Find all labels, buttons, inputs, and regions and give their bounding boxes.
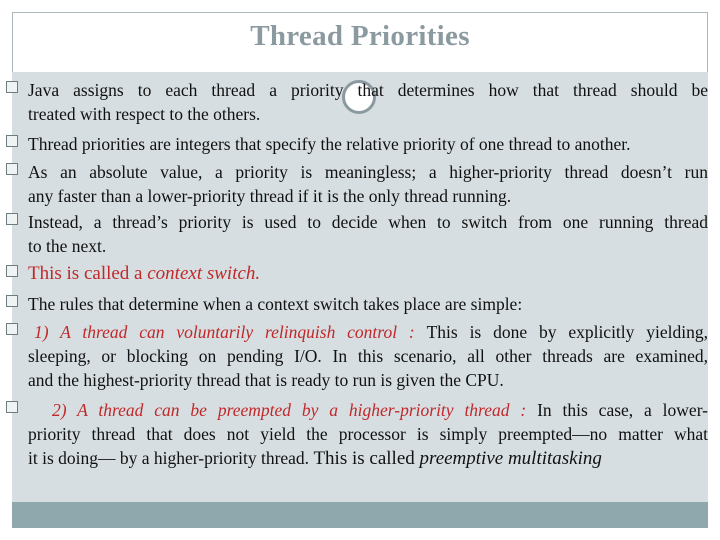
item-line: Instead, a thread’s priority is used to decide when to switch from one running thread: [28, 212, 708, 232]
preemptive-prefix: This is called: [313, 448, 420, 469]
rule-2-heading: 2) A thread can be preempted by a higher-priority thread :: [52, 400, 538, 420]
rule-1-text: This is done by explicitly yielding,: [426, 322, 708, 342]
slide-title: Thread Priorities: [250, 20, 470, 52]
item-line: priority thread that does not yield the processor is simply preempted—no matter what: [28, 424, 708, 444]
item-line: [28, 398, 708, 422]
bullet-box-icon: [6, 295, 18, 307]
rule-1-heading: 1) A thread can voluntarily relinquish control :: [34, 322, 427, 342]
item-line: Thread priorities are integers that specify the relative priority of one thread to another.: [28, 134, 631, 154]
item-line: and the highest-priority thread that is ready to run is given the CPU.: [28, 370, 504, 390]
item-line: [28, 262, 260, 286]
item-line: The rules that determine when a context switch takes place are simple:: [28, 294, 523, 314]
preemptive-term: preemptive multitasking: [419, 448, 602, 469]
bullet-box-icon: [6, 135, 18, 147]
context-switch-term: context switch.: [147, 263, 261, 284]
item-line: Java assigns to each thread a priority that determines how that thread should be: [28, 80, 708, 100]
bullet-box-icon: [6, 213, 18, 225]
item-line: to the next.: [28, 236, 107, 256]
rule-2-text: In this case, a lower-: [537, 400, 708, 420]
item-line: [28, 446, 602, 471]
item-line: treated with respect to the others.: [28, 104, 261, 124]
rule-2-tail: it is doing— by a higher-priority thread.: [28, 448, 314, 468]
bullet-box-icon: [6, 323, 18, 335]
bullet-box-icon: [6, 401, 18, 413]
bullet-box-icon: [6, 81, 18, 93]
context-switch-prefix: This is called a: [28, 263, 148, 284]
footer-band: [12, 502, 708, 528]
item-line: sleeping, or blocking on pending I/O. In this scenario, all other threads are examined,: [28, 346, 708, 366]
bullet-box-icon: [6, 265, 18, 277]
item-line: As an absolute value, a priority is meaningless; a higher-priority thread doesn’t run: [28, 162, 708, 182]
item-line: [28, 320, 708, 344]
item-line: any faster than a lower-priority thread if it is the only thread running.: [28, 186, 512, 206]
bullet-box-icon: [6, 163, 18, 175]
